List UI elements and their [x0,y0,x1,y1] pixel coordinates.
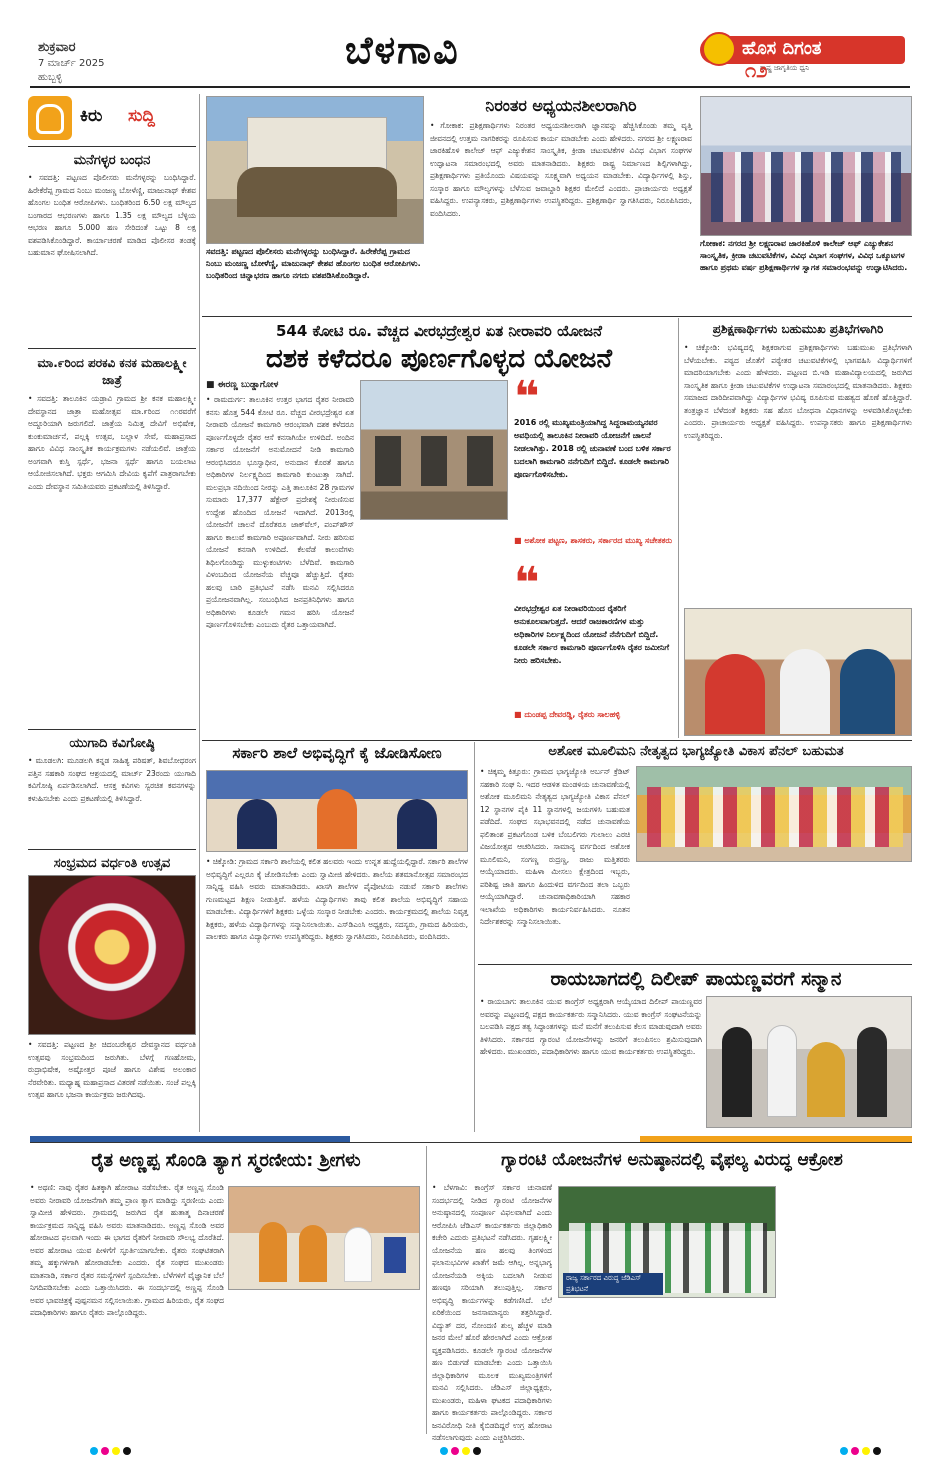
panel-photo [636,766,912,862]
quote-mark-icon: ❝ [514,372,540,423]
guarantee-body-cont [782,1186,912,1434]
guarantee-headline: ಗ್ಯಾರಂಟಿ ಯೋಜನೆಗಳ ಅನುಷ್ಠಾನದಲ್ಲಿ ವೈಫಲ್ಯ ವಿರುದ್ಧ ಆಕ್ರೋಶ [501,1150,843,1170]
masthead-logo-icon [702,32,736,66]
masthead-tagline: ರಾಷ್ಟ್ರ ಜಾಗೃತಿಯ ಧ್ವನಿ [760,64,810,72]
print-registration-marks [440,1440,484,1459]
brief-body: • ಸವದತ್ತಿ: ತಾಲೂಕಿನ ಯಡ್ರಾವಿ ಗ್ರಾಮದ ಶ್ರೀ ಕನಕ ಮಹಾಲಕ್ಷ್ಮೀ ದೇವಸ್ಥಾನದ ಜಾತ್ರಾ ಮಹೋತ್ಸವ ಮಾ.೯ರಿಂದ ೧೧ರವರೆಗೆ ಅದ್ದೂರಿಯಾಗಿ ಜರುಗಲಿದೆ. ಜಾತ್ರೆಯ ನಿಮಿತ್ತ ದೇವಿಗೆ ಅಭಿಷೇಕ, ಕುಂಕುಮಾರ್ಚನೆ, ಪಲ್ಲಕ್ಕಿ ಉತ್ಸವ, ಬಲ್ಲಾಳ ಸೇವೆ, ಮಹಾಪ್ರಸಾದ ಹಾಗೂ ವಿವಿಧ ಸಾಂಸ್ಕೃತಿಕ ಕಾರ್ಯಕ್ರಮಗಳು ನಡೆಯಲಿವೆ. ಜಾತ್ರೆಯ ಅಂಗವಾಗಿ ಕುಸ್ತಿ ಸ್ಪರ್ಧೆ, ಭಜನಾ ಸ್ಪರ್ಧೆ ಹಾಗೂ ಬಯಲಾಟ ಆಯೋಜಿಸಲಾಗಿದೆ. ಭಕ್ತರು ಆಗಮಿಸಿ ದೇವಿಯ ಕೃಪೆಗೆ ಪಾತ್ರರಾಗಬೇಕು ಎಂದು ದೇವಸ್ಥಾನ ಸಮಿತಿಯವರು ಪ್ರಕಟಣೆಯಲ್ಲಿ ತಿಳಿಸಿದ್ದಾರೆ. [28,394,196,491]
quote-text: ವೀರಭದ್ರೇಶ್ವರ ಏತ ನೀರಾವರಿಯಿಂದ ರೈತರಿಗೆ ಅನುಕೂಲವಾಗುತ್ತದೆ. ಆದರೆ ರಾಜಕಾರಣಿಗಳ ಮತ್ತು ಅಧಿಕಾರಿಗಳ ನಿರ್ಲಕ್ಷ್ಯದಿಂದ ಯೋಜನೆ ನೆನೆಗುದಿಗೆ ಬಿದ್ದಿದೆ. ಕೂಡಲೇ ಸರ್ಕಾರ ಕಾಮಗಾರಿ ಪೂರ್ಣಗೊಳಿಸಿ ರೈತರ ಜಮೀನಿಗೆ ನೀರು ಹರಿಸಬೇಕು. [514,604,670,665]
gokak-photo [700,96,912,236]
lead-kicker: 544 ಕೋಟಿ ರೂ. ವೆಚ್ಚದ ವೀರಭದ್ರೇಶ್ವರ ಏತ ನೀರಾವರಿ ಯೋಜನೆ [275,322,603,340]
print-registration-marks [90,1440,134,1459]
sidebar-label-b: ಸುದ್ದಿ [128,106,155,126]
honour-body: • ರಾಯಬಾಗ: ತಾಲೂಕಿನ ಯುವ ಕಾಂಗ್ರೆಸ್ ಅಧ್ಯಕ್ಷರಾಗಿ ಆಯ್ಕೆಯಾದ ದಿಲೀಪ್ ಪಾಯಣ್ಣವರ ಅವರನ್ನು ಪಟ್ಟಣದಲ್ಲಿ ಪಕ್ಷದ ಕಾರ್ಯಕರ್ತರು ಸನ್ಮಾನಿಸಿದರು. ಯುವ ಕಾಂಗ್ರೆಸ್ ಸಂಘಟನೆಯನ್ನು ಬಲಪಡಿಸಿ ಪಕ್ಷದ ತತ್ವ ಸಿದ್ಧಾಂತಗಳನ್ನು ಮನೆ ಮನೆಗೆ ತಲುಪಿಸುವ ಕೆಲಸ ಮಾಡುವುದಾಗಿ ಅವರು ತಿಳಿಸಿದರು. ಸರ್ಕಾರದ ಗ್ಯಾರಂಟಿ ಯೋಜನೆಗಳನ್ನು ಜನರಿಗೆ ತಲುಪಿಸಲು ಶ್ರಮಿಸುವುದಾಗಿ ಹೇಳಿದರು. ಮುಖಂಡರು, ಪದಾಧಿಕಾರಿಗಳು ಹಾಗೂ ಯುವ ಕಾರ್ಯಕರ್ತರು ಉಪಸ್ಥಿತರಿದ್ದರು. [480,997,702,1056]
school-body: • ಚಿಕ್ಕೋಡಿ: ಗ್ರಾಮದ ಸರ್ಕಾರಿ ಶಾಲೆಯಲ್ಲಿ ಕಲಿತ ಹಲವರು ಇಂದು ಉನ್ನತ ಹುದ್ದೆಯಲ್ಲಿದ್ದಾರೆ. ಸರ್ಕಾರಿ ಶಾಲೆಗಳ ಅಭಿವೃದ್ಧಿಗೆ ಎಲ್ಲರೂ ಕೈ ಜೋಡಿಸಬೇಕು ಎಂದು ಸ್ವಾಮೀಜಿ ಹೇಳಿದರು. ಶಾಲೆಯ ಶತಮಾನೋತ್ಸವ ಸಮಾರಂಭದ ಸಾನ್ನಿಧ್ಯ ವಹಿಸಿ ಅವರು ಮಾತನಾಡಿದರು. ಖಾಸಗಿ ಶಾಲೆಗಳ ಪೈಪೋಟಿಯ ನಡುವೆ ಸರ್ಕಾರಿ ಶಾಲೆಗಳು ಗುಣಮಟ್ಟದ ಶಿಕ್ಷಣ ನೀಡುತ್ತಿವೆ. ಹಳೆಯ ವಿದ್ಯಾರ್ಥಿಗಳು ತಾವು ಕಲಿತ ಶಾಲೆಯ ಅಭಿವೃದ್ಧಿಗೆ ಸಹಾಯ ಮಾಡಬೇಕು. ವಿದ್ಯಾರ್ಥಿಗಳಿಗೆ ಶಿಕ್ಷಕರು ಒಳ್ಳೆಯ ಸಂಸ್ಕಾರ ನೀಡಬೇಕು ಎಂದರು. ಕಾರ್ಯಕ್ರಮದಲ್ಲಿ ಶಾಲೆಯ ನಿವೃತ್ತ ಶಿಕ್ಷಕರು, ಹಳೆಯ ವಿದ್ಯಾರ್ಥಿಗಳನ್ನು ಸನ್ಮಾನಿಸಲಾಯಿತು. ಎಸ್‌ಡಿಎಂಸಿ ಅಧ್ಯಕ್ಷರು, ಸದಸ್ಯರು, ಗ್ರಾಮದ ಹಿರಿಯರು, ಪಾಲಕರು ಹಾಗೂ ವಿದ್ಯಾರ್ಥಿಗಳು ಉಪಸ್ಥಿತರಿದ್ದರು. ಶಿಕ್ಷಕರು ಸ್ವಾಗತಿಸಿದರು, ನಿರೂಪಿಸಿದರು, ವಂದಿಸಿದರು. [206,857,468,941]
panel-headline: ಅಶೋಕ ಮೂಲಿಮನಿ ನೇತೃತ್ವದ ಭಾಗ್ಯಜ್ಯೋತಿ ವಿಕಾಸ ಪೆನಲ್ ಬಹುಮತ [548,744,844,759]
gokak-photo-caption: ಗೋಕಾಕ: ನಗರದ ಶ್ರೀ ಲಕ್ಷ್ಮಣರಾವ ಜಾರಕಿಹೊಳಿ ಕಾಲೇಜ್ ಆಫ್ ಎಜ್ಯುಕೇಶನ ಸಾಂಸ್ಕೃತಿಕ, ಕ್ರೀಡಾ ಚಟುವಟಿಕೆಗಳ, ವಿವಿಧ ವಿಭಾಗ ಸಂಘಗಳ, ವಿವಿಧ ಒಕ್ಕೂಟಗಳ ಹಾಗೂ ಪ್ರಥಮ ವರ್ಷ ಪ್ರಶಿಕ್ಷಣಾರ್ಥಿಗಳ ಸ್ವಾಗತ ಸಮಾರಂಭವನ್ನು ಉದ್ಘಾಟಿಸಿದರು. [700,239,908,272]
guarantee-body-cont [672,1302,776,1434]
lead-quote-2 [514,558,674,736]
masthead-name: ಹೊಸ ದಿಗಂತ [742,38,822,59]
trainee-headline: ಪ್ರಶಿಕ್ಷಣಾರ್ಥಿಗಳು ಬಹುಮುಖ ಪ್ರತಿಭೆಗಳಾಗಿರಿ [712,322,884,336]
police-photo [206,96,424,244]
brief-title: ಮಾ.೯ರಿಂದ ಪರಕವಿ ಕನಕ ಮಹಾಲಕ್ಷ್ಮೀ ಜಾತ್ರೆ [37,356,187,387]
lead-quote-1 [514,372,674,560]
quote-attribution: ■ ಅಶೋಕ ಪಟ್ಟಣ, ಶಾಸಕರು, ಸರ್ಕಾರದ ಮುಖ್ಯ ಸಚೇತಕರು [514,536,673,545]
quote-attribution: ■ ದುಂಡಪ್ಪ ದೇವರಡ್ಡಿ, ರೈತರು ಸಾಲಹಳ್ಳಿ [514,710,621,719]
school-headline: ಸರ್ಕಾರಿ ಶಾಲೆ ಅಭಿವೃದ್ಧಿಗೆ ಕೈ ಜೋಡಿಸೋಣ [232,744,442,762]
sidebar-heading [28,94,196,142]
study-headline: ನಿರಂತರ ಅಧ್ಯಯನಶೀಲರಾಗಿರಿ [485,96,637,115]
honour-photo [706,996,912,1128]
short-news-sidebar [28,94,196,1189]
pointing-hand-icon [28,96,72,140]
guarantee-photo-label: ರಾಜ್ಯ ಸರ್ಕಾರದ ವಿರುದ್ಧ ಜೆಡಿಎಸ್ ಪ್ರತಿಭಟನೆ [563,1273,663,1295]
brief-title: ಮನೆಗಳ್ಳರ ಬಂಧನ [73,153,151,168]
sidebar-label-a: ಕಿರು [80,106,103,126]
masthead [700,32,905,72]
page-header [0,0,945,88]
lead-body-col2 [360,524,508,738]
lead-body-col1: • ರಾಮದುರ್ಗ: ತಾಲೂಕಿನ ಉತ್ತರ ಭಾಗದ ರೈತರ ನೀರಾವರಿ ಕನಸು ಹೊತ್ತ 544 ಕೋಟಿ ರೂ. ವೆಚ್ಚದ ವೀರಭದ್ರೇಶ್ವರ ಏತ ನೀರಾವರಿ ಯೋಜನೆ ಕಾಮಗಾರಿ ಆರಂಭವಾಗಿ ದಶಕ ಕಳೆದರೂ ಪೂರ್ಣಗೊಳ್ಳದೇ ರೈತರ ಆಸೆ ಕನಸಾಗಿಯೇ ಉಳಿದಿದೆ. ಅಂದಿನ ಸರ್ಕಾರ ಯೋಜನೆಗೆ ಅನುಮೋದನೆ ನೀಡಿ ಕಾಮಗಾರಿ ಆರಂಭಿಸಿದರೂ ಭೂಸ್ವಾಧೀನ, ಅನುದಾನ ಕೊರತೆ ಹಾಗೂ ಅಧಿಕಾರಿಗಳ ನಿರ್ಲಕ್ಷ್ಯದಿಂದ ಕಾಮಗಾರಿ ಕುಂಟುತ್ತಾ ಸಾಗಿದೆ. ಮಲಪ್ರಭಾ ನದಿಯಿಂದ ನೀರನ್ನು ಎತ್ತಿ ತಾಲೂಕಿನ 28 ಗ್ರಾಮಗಳ ಸುಮಾರು 17,377 ಹೆಕ್ಟೇರ್ ಪ್ರದೇಶಕ್ಕೆ ನೀರುಣಿಸುವ ಉದ್ದೇಶ ಹೊಂದಿದ ಯೋಜನೆ ಇದಾಗಿದೆ. 2013ರಲ್ಲಿ ಯೋಜನೆಗೆ ಚಾಲನೆ ದೊರೆತರೂ ಜಾಕ್‌ವೆಲ್, ಪಂಪ್‌ಹೌಸ್ ಹಾಗೂ ಕಾಲುವೆ ಕಾಮಗಾರಿ ಅಪೂರ್ಣವಾಗಿದೆ. ನೀರು ಹರಿಸುವ ಯೋಜನೆ ಕನಸಾಗಿ ಉಳಿದಿದೆ. ಕೆಲವೆಡೆ ಕಾಲುವೆಗಳು ಶಿಥಿಲಗೊಂಡಿದ್ದು ಮುಳ್ಳುಕಂಟಿಗಳು ಬೆಳೆದಿವೆ. ಕಾಮಗಾರಿ ವಿಳಂಬದಿಂದ ಯೋಜನೆಯ ವೆಚ್ಚವೂ ಹೆಚ್ಚುತ್ತಿದೆ. ರೈತರು ಹಲವು ಬಾರಿ ಪ್ರತಿಭಟನೆ ನಡೆಸಿ ಮನವಿ ಸಲ್ಲಿಸಿದರೂ ಪ್ರಯೋಜನವಾಗಿಲ್ಲ. ಸಂಬಂಧಿಸಿದ ಜನಪ್ರತಿನಿಧಿಗಳು ಹಾಗೂ ಅಧಿಕಾರಿಗಳು ಕೂಡಲೇ ಗಮನ ಹರಿಸಿ ಯೋಜನೆ ಪೂರ್ಣಗೊಳಿಸಬೇಕು ಎಂಬುದು ರೈತರ ಒತ್ತಾಯವಾಗಿದೆ. [206,395,354,629]
lead-headline: ದಶಕ ಕಳೆದರೂ ಪೂರ್ಣಗೊಳ್ಳದ ಯೋಜನೆ [266,344,612,374]
quote-text: 2016 ರಲ್ಲಿ ಮುಖ್ಯಮಂತ್ರಿಯಾಗಿದ್ದ ಸಿದ್ದರಾಮಯ್ಯನವರ ಅವಧಿಯಲ್ಲಿ ತಾಲೂಕಿನ ನೀರಾವರಿ ಯೋಜನೆಗೆ ಚಾಲನೆ ನೀಡಲಾಗಿತ್ತು. 2018 ರಲ್ಲಿ ಚುನಾವಣೆ ಬಂದ ಬಳಿಕ ಸರ್ಕಾರ ಬದಲಾಗಿ ಕಾಮಗಾರಿ ನನೆಗುದಿಗೆ ಬಿದ್ದಿದೆ. ಕೂಡಲೇ ಕಾಮಗಾರಿ ಪೂರ್ಣಗೊಳಿಸಬೇಕು. [514,418,671,479]
quote-mark-icon: ❝ [514,558,540,609]
issue-date: 7 ಮಾರ್ಚ್ 2025 [38,58,105,69]
police-photo-caption: ಸವದತ್ತಿ: ಪಟ್ಟಣದ ಪೊಲೀಸರು ಮನೆಗಳ್ಳರನ್ನು ಬಂಧಿಸಿದ್ದಾರೆ. ಹಿರೇಕೆರೆಪ್ಪ ಗ್ರಾಮದ ನಿಂಬು ಮಂಜಣ್ಣ ಬೋಳೆಣ್ಣಿ, ಮಾಜುನಾಥ್ ಕೇಶವ ಹೊಂಗಲ ಬಂಧಿತ ಆರೋಪಿಗಳು. ಬಂಧಿತರಿಂದ ಚಿನ್ನಾಭರಣ ಹಾಗೂ ನಗದು ವಶಪಡಿಸಿಕೊಂಡಿದ್ದಾರೆ. [206,247,421,280]
brief-body: • ಮೂಡಲಗಿ: ಮೂಡಲಗಿ ಕನ್ನಡ ಸಾಹಿತ್ಯ ಪರಿಷತ್, ಶಿವಬೋಧರಂಗ ಪತ್ತಿನ ಸಹಕಾರಿ ಸಂಘದ ಆಶ್ರಯದಲ್ಲಿ ಮಾರ್ಚ್ 23ರಂದು ಯುಗಾದಿ ಕವಿಗೋಷ್ಠಿ ಏರ್ಪಡಿಸಲಾಗಿದೆ. ಆಸಕ್ತ ಕವಿಗಳು ಸ್ವರಚಿತ ಕವನಗಳನ್ನು ಕಳುಹಿಸಬೇಕು ಎಂದು ಪ್ರಕಟಣೆಯಲ್ಲಿ ತಿಳಿಸಿದ್ದಾರೆ. [28,756,196,803]
deity-photo [28,875,196,1035]
farmer-body: • ಅಥಣಿ: ನಾವು ರೈತರ ಹಿತಕ್ಕಾಗಿ ಹೋರಾಟ ನಡೆಸಬೇಕು. ರೈತ ಅಣ್ಣಪ್ಪ ಸೊಂಡಿ ಅವರು ನೀರಾವರಿ ಯೋಜನೆಗಾಗಿ ತಮ್ಮ ಪ್ರಾಣ ತ್ಯಾಗ ಮಾಡಿದ್ದು ಸ್ಮರಣೀಯ ಎಂದು ಸ್ವಾಮೀಜಿ ಹೇಳಿದರು. ಗ್ರಾಮದಲ್ಲಿ ಜರುಗಿದ ರೈತ ಹುತಾತ್ಮ ದಿನಾಚರಣೆ ಕಾರ್ಯಕ್ರಮದ ಸಾನ್ನಿಧ್ಯ ವಹಿಸಿ ಅವರು ಮಾತನಾಡಿದರು. ಅಣ್ಣಪ್ಪ ಸೊಂಡಿ ಅವರ ಹೋರಾಟದ ಫಲವಾಗಿ ಇಂದು ಈ ಭಾಗದ ರೈತರಿಗೆ ನೀರಾವರಿ ಸೌಲಭ್ಯ ದೊರೆತಿದೆ. ಅವರ ಹೋರಾಟ ಯುವ ಪೀಳಿಗೆಗೆ ಸ್ಫೂರ್ತಿಯಾಗಬೇಕು. ರೈತರು ಸಂಘಟಿತರಾಗಿ ತಮ್ಮ ಹಕ್ಕುಗಳಿಗಾಗಿ ಹೋರಾಡಬೇಕು ಎಂದರು. ರೈತ ಸಂಘದ ಮುಖಂಡರು ಮಾತನಾಡಿ, ಸರ್ಕಾರ ರೈತರ ಸಮಸ್ಯೆಗಳಿಗೆ ಸ್ಪಂದಿಸಬೇಕು. ಬೆಳೆಗಳಿಗೆ ವೈಜ್ಞಾನಿಕ ಬೆಲೆ ನಿಗದಿಪಡಿಸಬೇಕು ಎಂದು ಒತ್ತಾಯಿಸಿದರು. ಈ ಸಂದರ್ಭದಲ್ಲಿ ಅಣ್ಣಪ್ಪ ಸೊಂಡಿ ಅವರ ಭಾವಚಿತ್ರಕ್ಕೆ ಪುಷ್ಪನಮನ ಸಲ್ಲಿಸಲಾಯಿತು. ಗ್ರಾಮದ ಹಿರಿಯರು, ರೈತ ಸಂಘದ ಪದಾಧಿಕಾರಿಗಳು ಹಾಗೂ ರೈತರು ಪಾಲ್ಗೊಂಡಿದ್ದರು. [30,1183,224,1317]
study-body: • ಗೋಕಾಕ: ಪ್ರಶಿಕ್ಷಣಾರ್ಥಿಗಳು ನಿರಂತರ ಅಧ್ಯಯನಶೀಲರಾಗಿ ಜ್ಞಾನವನ್ನು ಹೆಚ್ಚಿಸಿಕೊಂಡು ತಮ್ಮ ವೃತ್ತಿ ಜೀವನದಲ್ಲಿ ಉತ್ತಮ ನಾಗರಿಕರನ್ನು ರೂಪಿಸುವ ಕಾರ್ಯ ಮಾಡಬೇಕು ಎಂದು ಹೇಳಿದರು. ನಗರದ ಶ್ರೀ ಲಕ್ಷ್ಮಣರಾವ ಜಾರಕಿಹೊಳಿ ಕಾಲೇಜ್ ಆಫ್ ಎಜ್ಯುಕೇಶನ ಸಾಂಸ್ಕೃತಿಕ, ಕ್ರೀಡಾ ಚಟುವಟಿಕೆಗಳ ವಿವಿಧ ವಿಭಾಗ ಸಂಘಗಳ ಉದ್ಘಾಟನಾ ಸಮಾರಂಭದಲ್ಲಿ ಅವರು ಮಾತನಾಡಿದರು. ಶಿಕ್ಷಕರು ರಾಷ್ಟ್ರ ನಿರ್ಮಾಣದ ಶಿಲ್ಪಿಗಳಾಗಿದ್ದು, ಪ್ರಶಿಕ್ಷಣಾರ್ಥಿಗಳು ಪ್ರತಿಯೊಂದು ವಿಷಯವನ್ನು ಸೂಕ್ಷ್ಮವಾಗಿ ಅಧ್ಯಯನ ಮಾಡಬೇಕು. ವಿದ್ಯಾರ್ಥಿಗಳಲ್ಲಿ ಶಿಸ್ತು, ಸಂಸ್ಕಾರ ಹಾಗೂ ಮೌಲ್ಯಗಳನ್ನು ಬೆಳೆಸುವ ಜವಾಬ್ದಾರಿ ಶಿಕ್ಷಕರ ಮೇಲಿದೆ ಎಂದರು. ಪ್ರಾಚಾರ್ಯರು ಅಧ್ಯಕ್ಷತೆ ವಹಿಸಿದ್ದರು. ಉಪನ್ಯಾಸಕರು, ಪ್ರಶಿಕ್ಷಣಾರ್ಥಿಗಳು ಉಪಸ್ಥಿತರಿದ್ದರು. ಪ್ರಶಿಕ್ಷಣಾರ್ಥಿ ಸ್ವಾಗತಿಸಿದರು, ನಿರೂಪಿಸಿದರು, ವಂದಿಸಿದರು. [430,121,692,218]
edition-city: ಹುಬ್ಬಳ್ಳಿ [38,72,63,83]
header-divider [30,86,910,88]
trainee-body: • ಚಿಕ್ಕೋಡಿ: ಭವಿಷ್ಯದಲ್ಲಿ ಶಿಕ್ಷಕರಾಗುವ ಪ್ರಶಿಕ್ಷಣಾರ್ಥಿಗಳು ಬಹುಮುಖ ಪ್ರತಿಭೆಗಳಾಗಿ ಬೆಳೆಯಬೇಕು. ಪಠ್ಯದ ಜೊತೆಗೆ ಪಠ್ಯೇತರ ಚಟುವಟಿಕೆಗಳಲ್ಲಿ ಭಾಗವಹಿಸಿ ವಿದ್ಯಾರ್ಥಿಗಳಿಗೆ ಮಾದರಿಯಾಗಬೇಕು ಎಂದು ಹೇಳಿದರು. ಪಟ್ಟಣದ ಬಿ.ಇಡಿ ಮಹಾವಿದ್ಯಾಲಯದಲ್ಲಿ ಜರುಗಿದ ಸಾಂಸ್ಕೃತಿಕ ಹಾಗೂ ಕ್ರೀಡಾ ಚಟುವಟಿಕೆಗಳ ಉದ್ಘಾಟನಾ ಸಮಾರಂಭದಲ್ಲಿ ಮಾತನಾಡಿದರು. ಶಿಕ್ಷಕರು ಸಮಾಜದ ದಾರಿದೀಪವಾಗಿದ್ದು ವಿದ್ಯಾರ್ಥಿಗಳ ಭವಿಷ್ಯ ರೂಪಿಸುವ ಮಹತ್ವದ ಹೊಣೆ ಹೊತ್ತಿದ್ದಾರೆ. ತಂತ್ರಜ್ಞಾನ ಬೆಳೆದಂತೆ ಶಿಕ್ಷಕರು ಸಹ ಹೊಸ ಬೋಧನಾ ವಿಧಾನಗಳನ್ನು ಅಳವಡಿಸಿಕೊಳ್ಳಬೇಕು ಎಂದರು. ಪ್ರಾಚಾರ್ಯರು ಅಧ್ಯಕ್ಷತೆ ವಹಿಸಿದ್ದರು. ಉಪನ್ಯಾಸಕರು ಹಾಗೂ ಪ್ರಶಿಕ್ಷಣಾರ್ಥಿಗಳು ಉಪಸ್ಥಿತರಿದ್ದರು. [684,343,912,440]
brief-title: ಯುಗಾದಿ ಕವಿಗೋಷ್ಠಿ [69,736,155,751]
brief-body: • ಸವದತ್ತಿ: ಪಟ್ಟಣದ ಪೊಲೀಸರು ಮನೆಗಳ್ಳರನ್ನು ಬಂಧಿಸಿದ್ದಾರೆ. ಹಿರೇಕೆರೆಪ್ಪ ಗ್ರಾಮದ ನಿಂಬು ಮಂಜಣ್ಣ ಬೋಳೆಣ್ಣಿ, ಮಾಜುನಾಥ್ ಕೇಶವ ಹೊಂಗಲ ಬಂಧಿತ ಆರೋಪಿಗಳು. ಬಂಧಿತರಿಂದ 6.50 ಲಕ್ಷ ಮೌಲ್ಯದ ಬಂಗಾರದ ಆಭರಣಗಳು ಹಾಗೂ 1.35 ಲಕ್ಷ ಮೌಲ್ಯದ ಬೆಳ್ಳಿಯ ಆಭರಣ ಹಾಗೂ 5.000 ಹಣ ಸೇರಿದಂತೆ ಒಟ್ಟು 8 ಲಕ್ಷ ವಶಪಡಿಸಿಕೊಂಡಿದ್ದಾರೆ. ಕಾರ್ಯಾಚರಣೆ ಮಾಡಿದ ಪೊಲೀಸರ ತಂಡಕ್ಕೆ ಬಹುಮಾನ ಘೋಷಿಸಲಾಗಿದೆ. [28,173,196,257]
panel-body-cont [636,866,912,962]
guarantee-body: • ಬೆಳಗಾವಿ: ಕಾಂಗ್ರೆಸ್ ಸರ್ಕಾರ ಚುನಾವಣೆ ಸಂದರ್ಭದಲ್ಲಿ ನೀಡಿದ ಗ್ಯಾರಂಟಿ ಯೋಜನೆಗಳ ಅನುಷ್ಠಾನದಲ್ಲಿ ಸಂಪೂರ್ಣ ವಿಫಲವಾಗಿದೆ ಎಂದು ಆರೋಪಿಸಿ ಜೆಡಿಎಸ್ ಕಾರ್ಯಕರ್ತರು ಜಿಲ್ಲಾಧಿಕಾರಿ ಕಚೇರಿ ಎದುರು ಪ್ರತಿಭಟನೆ ನಡೆಸಿದರು. ಗೃಹಲಕ್ಷ್ಮೀ ಯೋಜನೆಯ ಹಣ ಹಲವು ತಿಂಗಳಿಂದ ಫಲಾನುಭವಿಗಳ ಖಾತೆಗೆ ಜಮೆ ಆಗಿಲ್ಲ. ಅನ್ನಭಾಗ್ಯ ಯೋಜನೆಯಡಿ ಅಕ್ಕಿಯ ಬದಲಾಗಿ ನೀಡುವ ಹಣವೂ ಸರಿಯಾಗಿ ತಲುಪುತ್ತಿಲ್ಲ. ಸರ್ಕಾರ ಅಭಿವೃದ್ಧಿ ಕಾರ್ಯಗಳನ್ನು ಕಡೆಗಣಿಸಿದೆ. ಬೆಲೆ ಏರಿಕೆಯಿಂದ ಜನಸಾಮಾನ್ಯರು ತತ್ತರಿಸಿದ್ದಾರೆ. ವಿದ್ಯುತ್ ದರ, ನೋಂದಣಿ ಶುಲ್ಕ ಹೆಚ್ಚಳ ಮಾಡಿ ಜನರ ಮೇಲೆ ಹೊರೆ ಹೇರಲಾಗಿದೆ ಎಂದು ಆಕ್ರೋಶ ವ್ಯಕ್ತಪಡಿಸಿದರು. ಕೂಡಲೇ ಗ್ಯಾರಂಟಿ ಯೋಜನೆಗಳ ಹಣ ಬಿಡುಗಡೆ ಮಾಡಬೇಕು ಎಂದು ಒತ್ತಾಯಿಸಿ ಜಿಲ್ಲಾಧಿಕಾರಿಗಳ ಮೂಲಕ ಮುಖ್ಯಮಂತ್ರಿಗಳಿಗೆ ಮನವಿ ಸಲ್ಲಿಸಿದರು. ಜೆಡಿಎಸ್ ಜಿಲ್ಲಾಧ್ಯಕ್ಷರು, ಮುಖಂಡರು, ಮಹಿಳಾ ಘಟಕದ ಪದಾಧಿಕಾರಿಗಳು ಹಾಗೂ ಕಾರ್ಯಕರ್ತರು ಪಾಲ್ಗೊಂಡಿದ್ದರು. ಸರ್ಕಾರ ಜನವಿರೋಧಿ ನೀತಿ ಕೈಬಿಡದಿದ್ದರೆ ಉಗ್ರ ಹೋರಾಟ ನಡೆಸಲಾಗುವುದು ಎಂದು ಎಚ್ಚರಿಸಿದರು. [432,1183,552,1442]
irrigation-photo [360,380,508,520]
guarantee-photo [558,1186,776,1298]
print-registration-marks [840,1440,884,1459]
page-title: ಬೆಳಗಾವಿ [345,28,460,72]
trainee-photo [684,608,912,736]
issue-day: ಶುಕ್ರವಾರ [38,40,76,55]
guarantee-body-cont [558,1302,666,1434]
brief-body: • ಸವದತ್ತಿ: ಪಟ್ಟಣದ ಶ್ರೀ ಚಿದಂಬರೇಶ್ವರ ದೇವಸ್ಥಾನದ ವರ್ಧಂತಿ ಉತ್ಸವವು ಸಂಭ್ರಮದಿಂದ ಜರುಗಿತು. ಬೆಳಗ್ಗೆ ಗಣಹೋಮ, ರುದ್ರಾಭಿಷೇಕ, ಅಷ್ಟೋತ್ತರ ಪೂಜೆ ಹಾಗೂ ವಿಶೇಷ ಅಲಂಕಾರ ನೆರವೇರಿತು. ಮಧ್ಯಾಹ್ನ ಮಹಾಪ್ರಸಾದ ವಿತರಣೆ ನಡೆಯಿತು. ಸಂಜೆ ಪಲ್ಲಕ್ಕಿ ಉತ್ಸವ ಹಾಗೂ ಭಜನಾ ಕಾರ್ಯಕ್ರಮ ಜರುಗಿದವು. [28,1040,196,1099]
farmer-headline: ರೈತ ಅಣ್ಣಪ್ಪ ಸೊಂಡಿ ತ್ಯಾಗ ಸ್ಮರಣೀಯ: ಶ್ರೀಗಳು [91,1150,361,1171]
panel-body: • ಚಿಕ್ಕಮ್ಮ ಕಿತ್ತೂರು: ಗ್ರಾಮದ ಭಾಗ್ಯಜ್ಯೋತಿ ಅರ್ಬನ್ ಕ್ರೆಡಿಟ್ ಸಹಕಾರಿ ಸಂಘ ನಿ. ಇದರ ಆಡಳಿತ ಮಂಡಳಿಯ ಚುನಾವಣೆಯಲ್ಲಿ ಅಶೋಕ ಮೂಲಿಮನಿ ನೇತೃತ್ವದ ಭಾಗ್ಯಜ್ಯೋತಿ ವಿಕಾಸ ಪೆನಲ್ 12 ಸ್ಥಾನಗಳ ಪೈಕಿ 11 ಸ್ಥಾನಗಳಲ್ಲಿ ಜಯಗಳಿಸಿ ಬಹುಮತ ಪಡೆದಿದೆ. ಸಂಘದ ಸಭಾಭವನದಲ್ಲಿ ನಡೆದ ಚುನಾವಣೆಯ ಫಲಿತಾಂಶ ಪ್ರಕಟಗೊಂಡ ಬಳಿಕ ಬೆಂಬಲಿಗರು ಗುಲಾಲು ಎರಚಿ ವಿಜಯೋತ್ಸವ ಆಚರಿಸಿದರು. ಸಾಮಾನ್ಯ ವರ್ಗದಿಂದ ಅಶೋಕ ಮೂಲಿಮನಿ, ಸಂಗಣ್ಣ ರುದ್ರಣ್ಣ, ರಾಜು ಮತ್ತಿತರರು ಆಯ್ಕೆಯಾದರು. ಮಹಿಳಾ ಮೀಸಲು ಕ್ಷೇತ್ರದಿಂದ ಇಬ್ಬರು, ಪರಿಶಿಷ್ಟ ಜಾತಿ ಹಾಗೂ ಹಿಂದುಳಿದ ವರ್ಗದಿಂದ ತಲಾ ಒಬ್ಬರು ಆಯ್ಕೆಯಾಗಿದ್ದಾರೆ. ಚುನಾವಣಾಧಿಕಾರಿಯಾಗಿ ಸಹಕಾರ ಇಲಾಖೆಯ ಅಧಿಕಾರಿಗಳು ಕಾರ್ಯನಿರ್ವಹಿಸಿದರು. ನೂತನ ನಿರ್ದೇಶಕರನ್ನು ಸನ್ಮಾನಿಸಲಾಯಿತು. [480,767,630,926]
lead-byline: ■ ಈರಣ್ಣ ಬುಡ್ಡಾಗೋಳ [206,380,279,390]
brief-title: ಸಂಭ್ರಮದ ವರ್ಧಂತಿ ಉತ್ಸವ [53,856,171,871]
page-number: ೧೨ [745,58,768,82]
honour-headline: ರಾಯಬಾಗದಲ್ಲಿ ದಿಲೀಪ್ ಪಾಯಣ್ಣವರಗೆ ಸನ್ಮಾನ [550,968,842,990]
farmer-photo [228,1186,420,1290]
school-photo [206,770,468,852]
farmer-body-cont [228,1294,420,1434]
